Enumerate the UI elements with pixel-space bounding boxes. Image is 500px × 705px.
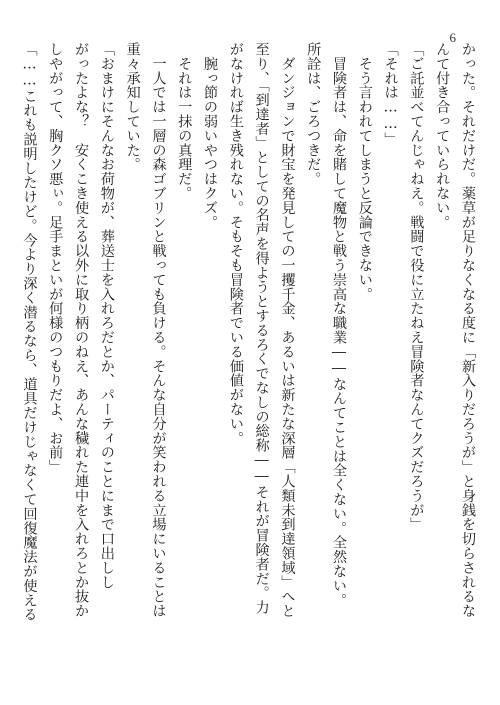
text-line: そう言われてしまうと反論できない。 (356, 42, 373, 302)
text-line: ダンジョンで財宝を発見しての一攫千金、あるいは新たな深層「人類未到達領域」へと (279, 42, 296, 618)
text-line: んて付き合っていられない。 (434, 42, 451, 230)
text-line: しやがって、胸クソ悪ぃ。足手まといが何様のつもりだよ、お前」 (47, 42, 64, 474)
text-line: 至り、「到達者」としての名声を得ようとするろくでなしの総称――それが冒険者だ。力 (253, 42, 270, 615)
text-line: 「……これも説明したけど。今より深く潜るなら、道具だけじゃなくて回復魔法が使える (21, 42, 38, 622)
text-line: 重々承知していた。 (124, 42, 141, 172)
text-line: それは一抹の真理だ。 (176, 42, 193, 201)
text-line: 「それは……」 (382, 42, 399, 147)
text-line: 所詮は、ごろつきだ。 (305, 42, 322, 186)
text-line: 「おまけにそんなお荷物が、葬送士を入れろだとか、パーティのことにまで口出しし (98, 42, 115, 590)
text-line: 一人では一層の森ゴブリンと戦っても負ける。そんな自分が笑われる立場にいることは (150, 42, 167, 618)
text-line: かった。それだけだ。薬草が足りなくなる度に「新入りだろうが」と身銭を切らされるな (460, 42, 476, 618)
text-line: がったよな？ 安くこき使える以外に取り柄のねえ、あんな穢れた連中を入れろとか抜か (73, 42, 90, 618)
body-text (15, 42, 480, 682)
text-line: 冒険者は、命を賭して魔物と戦う崇高な職業――なんてことは全くない。全然ない。 (331, 42, 348, 608)
text-line: 腕っ節の弱いやつはクズ。 (202, 42, 219, 230)
text-line: がなければ生き残れない。そもそも冒険者でいる価値がない。 (227, 42, 244, 446)
page-number: 6 (449, 30, 456, 45)
text-line: 「ご託並べてんじゃねえ。戦闘で役に立たねえ冒険者なんてクズだろうが」 (408, 42, 425, 532)
